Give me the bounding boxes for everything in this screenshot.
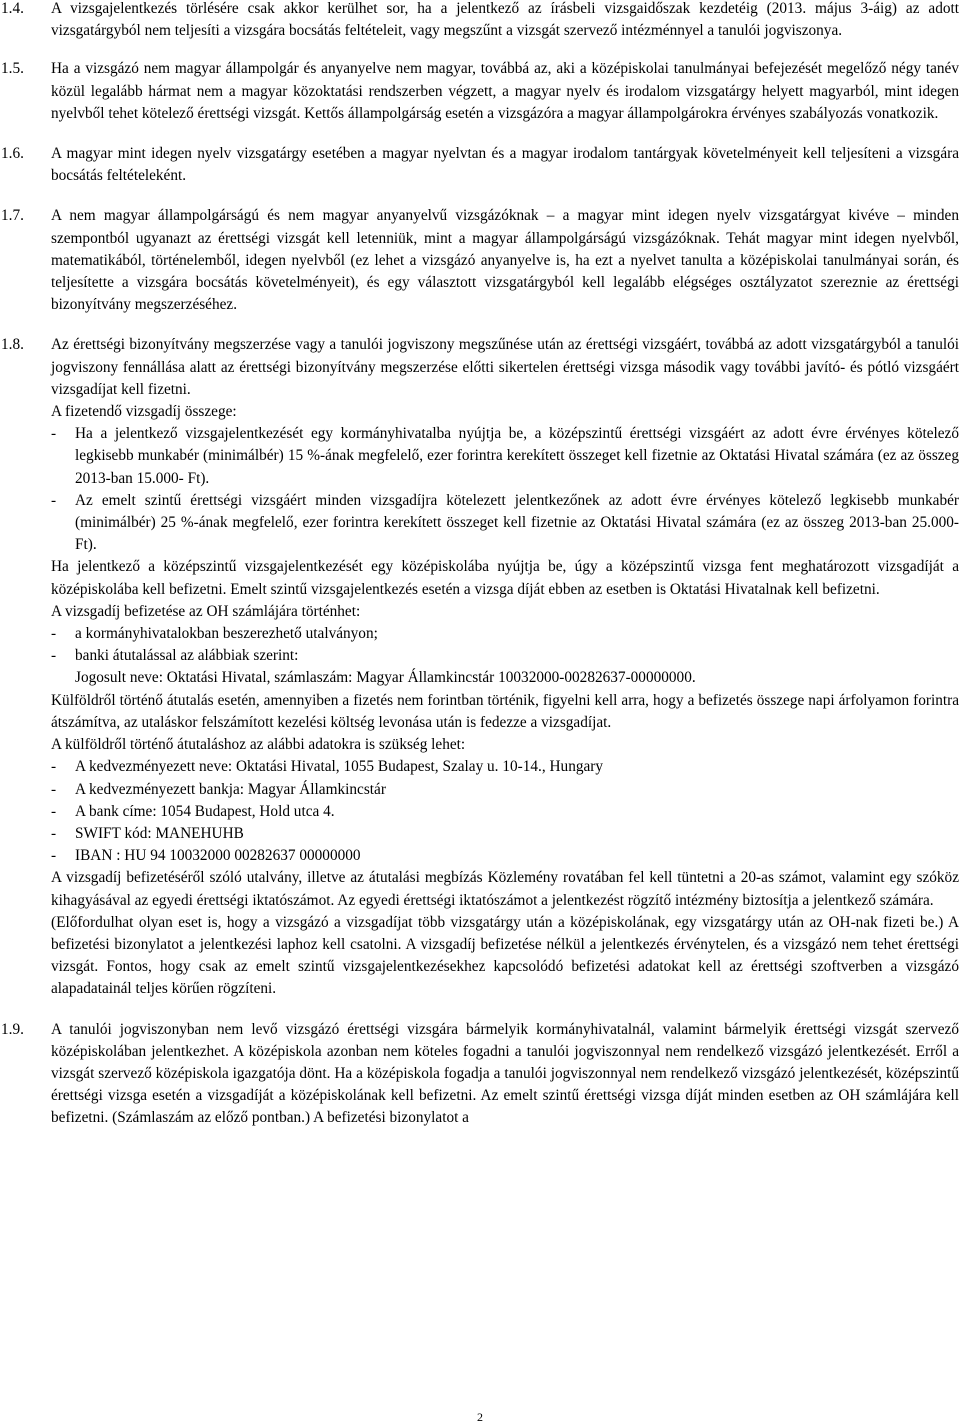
section-text: A vizsgajelentkezés törlésére csak akkor kerülhet sor, ha a jelentkező az írásbeli vizsgaidőszak kezdetéig (2013. május 3-áig) az adott vizsgatárgyból nem teljesíti a vizsgára bocsátás feltételeit, vagy megszűnt a vizsgát szervező intézménnyel a tanulói jogviszonya. [51,0,959,40]
list-item-text: Az emelt szintű érettségi vizsgáért minden vizsgadíjra kötelezett jelentkezőnek az adott évre érvényes kötelező legkisebb munkabér (minimálbér) 25 %-ának megfelelő, ezer forintra kerekített összeget kell fizetnie az Oktatási Hivatal számára (ez az összeg 2013-ban 25.000- Ft). [75,491,959,554]
intro-paragraph: Az érettségi bizonyítvány megszerzése vagy a tanulói jogviszony megszűnése után az érettségi vizsgáért, továbbá az adott vizsgatárgyból a tanulói jogviszony fennállása alatt az érettségi bizonyítvány megszerzése előtti sikertelen érettségi vizsga második vagy további javító- és pótló vizsgáért vizsgadíjat kell fizetni. [51,336,959,398]
section-number: 1.7. [1,207,24,225]
abroad-heading: A külföldről történő átutaláshoz az alábbi adatokra is szükség lehet: [51,736,466,754]
list-item [51,801,959,823]
section-number: 1.8. [1,336,24,354]
section-1-5 [0,58,960,125]
payment-heading: A vizsgadíj befizetése az OH számlájára történhet: [51,602,361,620]
dash-bullet: - [51,647,57,665]
list-item-text: IBAN : HU 94 10032000 00282637 00000000 [75,847,361,865]
school-paragraph: Ha jelentkező a középszintű vizsgajelentkezését egy középiskolába nyújtja be, úgy a középszintű vizsga fent meghatározott vizsgadíját a középiskolába kell befizetni. Emelt szintű vizsgajelentkezés esetén a vizsga díját ebben az esetben is Oktatási Hivatalnak kell befizetni. [51,558,959,598]
section-number: 1.6. [1,145,24,163]
section-text: Ha a vizsgázó nem magyar állampolgár és anyanyelve nem magyar, továbbá az, aki a középiskolai tanulmányai befejezését megelőző négy tanév közül legalább hármat nem a magyar közoktatási rendszerben végzett, a magyar nyelv és irodalom vizsgatárgy helyett magyarból, mint idegen nyelvből tehet kötelező érettségi vizsgát. Kettős állampolgárság esetén a vizsgázóra a magyar állampolgárokra érvényes szabályozás vonatkozik. [51,60,959,122]
abroad-paragraph: Külföldről történő átutalás esetén, amennyiben a fizetés nem forintban történik, figyelni kell arra, hogy a befizetés összege napi árfolyamon forintra átszámítva, az utaláskor felszámított kezelési költség levonása után is fedezze a vizsgadíjat. [51,691,959,731]
dash-bullet: - [51,625,57,643]
section-number: 1.5. [1,60,24,78]
list-item [51,823,959,845]
list-item [51,423,959,490]
account-details: Jogosult neve: Oktatási Hivatal, számlaszám: Magyar Államkincstár 10032000-00282637-00000000. [75,669,696,687]
list-item-text: a kormányhivatalokban beszerezhető utalványon; [75,625,378,643]
list-item [51,845,959,867]
section-number: 1.9. [1,1020,24,1038]
list-item-text: SWIFT kód: MANEHUHB [75,824,244,842]
list-item [51,490,959,557]
section-text: A nem magyar állampolgárságú és nem magyar anyanyelvű vizsgázóknak – a magyar mint idegen nyelv vizsgatárgyat kivéve – minden szempontból ugyanazt az érettségi vizsgát kell letenniük, mint a magyar állampolgárságú vizsgázóknak. Tehát magyar mint idegen nyelvből, matematikából, történelemből, idegen nyelvből (ez lehet a vizsgázó anyanyelve is, ha ezt a nyelvet tanulta a középiskolai tanulmányai során, és teljesítette a vizsgára bocsátás követelményeit), és egy választott vizsgatárgyból kell legalább elégséges osztályzatot szereznie az érettségi bizonyítvány megszerzéséhez. [51,207,959,314]
list-item [51,623,959,645]
note-paragraph: (Előfordulhat olyan eset is, hogy a vizsgázó a vizsgadíjat több vizsgatárgy után a középiskolának, egy vizsgatárgy után az OH-nak fizeti be.) A befizetési bizonylatot a jelentkezési laphoz kell csatolni. A vizsgadíj befizetése nélkül a jelentkezés érvénytelen, és a vizsgázó nem tehet érettségi vizsgát. Fontos, hogy csak az emelt szintű vizsgajelentkezésekhez kapcsolódó befizetési adatokat kell az érettségi szoftverben a vizsgázó alapadatainál teljes körűen rögzíteni. [51,913,959,998]
list-item-text: Ha a jelentkező vizsgajelentkezését egy kormányhivatalba nyújtja be, a középszintű érettségi vizsgáért az adott évre érvényes kötelező legkisebb munkabér (minimálbér) 15 %-ának megfelelő, ezer forintra kerekített összeget kell fizetnie az Oktatási Hivatal számára (ez az összeg 2013-ban 15.000- Ft). [75,425,959,487]
fee-heading: A fizetendő vizsgadíj összege: [51,403,237,421]
section-1-7 [0,205,960,316]
section-text: A magyar mint idegen nyelv vizsgatárgy esetében a magyar nyelvtan és a magyar irodalom tantárgyak követelményeit kell teljesíteni a vizsgára bocsátás feltételeként. [51,145,959,185]
list-item-text: banki átutalással az alábbiak szerint: [75,647,299,665]
section-body [51,334,960,1000]
section-1-8 [0,334,960,1000]
list-item-text: A bank címe: 1054 Budapest, Hold utca 4. [75,802,335,820]
dash-bullet: - [51,780,57,798]
section-1-6 [0,143,960,187]
section-1-4 [0,0,960,42]
list-item [51,645,959,667]
dash-bullet: - [51,824,57,842]
dash-bullet: - [51,758,57,776]
section-1-9 [0,1019,960,1130]
voucher-paragraph: A vizsgadíj befizetéséről szóló utalvány, illetve az átutalási megbízás Közlemény rovatában fel kell tüntetni a 20-as számot, valamint egy szóköz kihagyásával az egyedi érettségi iktatószámot. Az egyedi érettségi iktatószámot a jelentkezést rögzítő intézmény biztosítja a jelentkező számára. [51,869,959,909]
list-item-text: A kedvezményezett neve: Oktatási Hivatal, 1055 Budapest, Szalay u. 10-14., Hungary [75,758,604,776]
page-number: 2 [477,1410,483,1424]
list-item [51,779,959,801]
dash-bullet: - [51,847,57,865]
list-item [51,756,959,778]
dash-bullet: - [51,802,57,820]
dash-bullet: - [51,425,57,443]
dash-bullet: - [51,491,57,509]
section-text: A tanulói jogviszonyban nem levő vizsgázó érettségi vizsgára bármelyik kormányhivatalnál, valamint bármelyik érettségi vizsgát szervező középiskolában jelentkezhet. A középiskola azonban nem köteles fogadni a tanulói jogviszonnyal nem rendelkező vizsgázó jelentkezését. Erről a vizsgát szervező középiskola igazgatója dönt. Ha a középiskola fogadja a tanulói jogviszonnyal nem rendelkező vizsgázó jelentkezését, középszintű érettségi vizsga esetén a vizsgadíját a középiskolának kell befizetni. Az emelt szintű érettségi vizsga díját minden esetben az OH számlájára kell befizetni. (Számlaszám az előző pontban.) A befizetési bizonylatot a [51,1020,959,1127]
section-number: 1.4. [1,0,24,17]
list-item-text: A kedvezményezett bankja: Magyar Államkincstár [75,780,386,798]
